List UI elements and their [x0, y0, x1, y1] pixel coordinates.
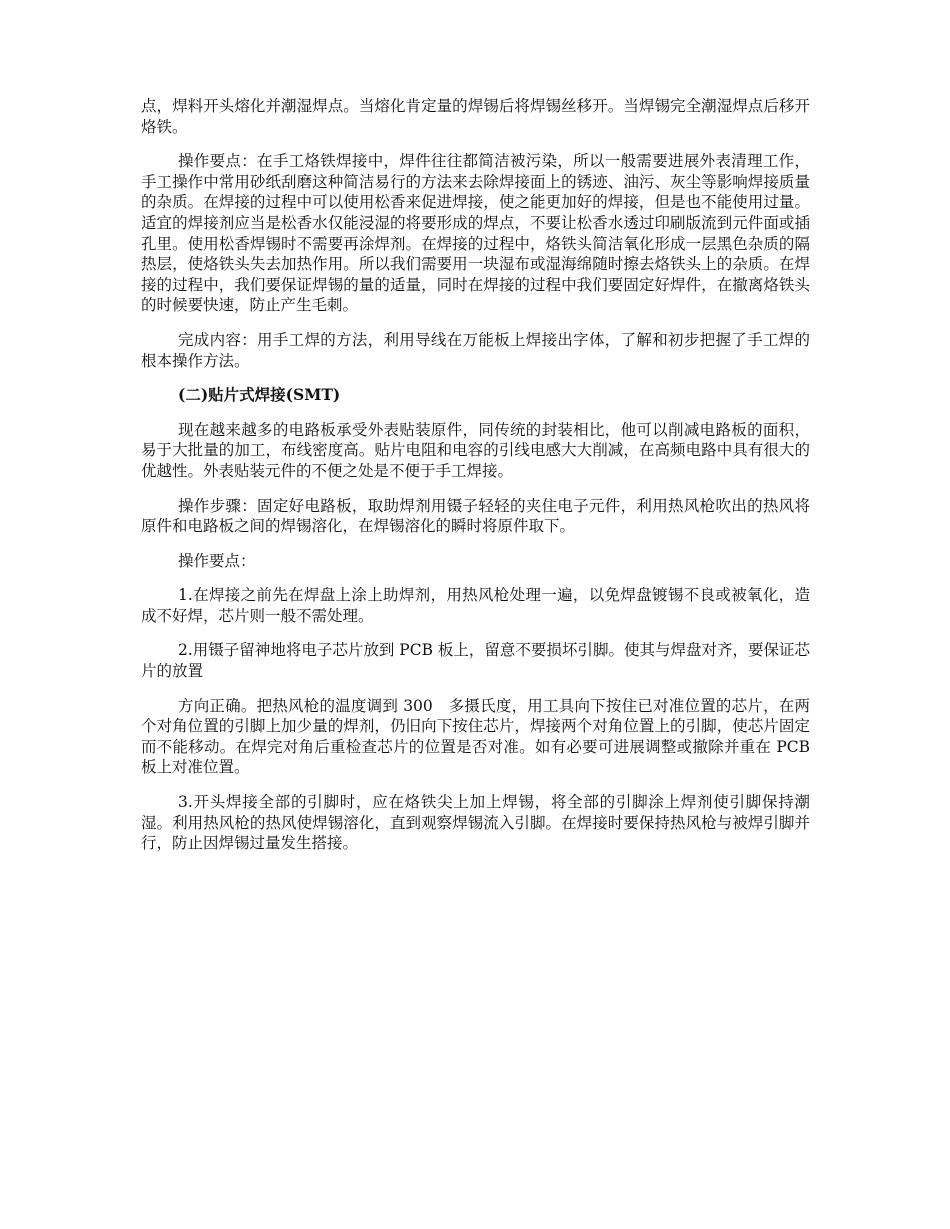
paragraph-continuation: 点，焊料开头熔化并潮湿焊点。当熔化肯定量的焊锡后将焊锡丝移开。当焊锡完全潮湿焊点后移开烙铁。: [141, 97, 810, 136]
paragraph-point-3: 3.开头焊接全部的引脚时，应在烙铁尖上加上焊锡，将全部的引脚涂上焊剂使引脚保持潮湿。利用热风枪的热风使焊锡溶化，直到观察焊锡流入引脚。在焊接时要保持热风枪与被焊引脚并行，防止因焊锡过量发生搭接。: [141, 793, 810, 853]
paragraph-smt-intro: 现在越来越多的电路板承受外表贴装原件，同传统的封装相比，他可以削减电路板的面积，易于大批量的加工，布线密度高。贴片电阻和电容的引线电感大大削减，在高频电路中具有很大的优越性。外表贴装元件的不便之处是不便于手工焊接。: [141, 420, 810, 480]
paragraph-point-1: 1.在焊接之前先在焊盘上涂上助焊剂，用热风枪处理一遍，以免焊盘镀锡不良或被氧化，造成不好焊，芯片则一般不需处理。: [141, 586, 810, 625]
paragraph-operation-points-label: 操作要点：: [178, 551, 256, 570]
paragraph-completed-content: 完成内容：用手工焊的方法，利用导线在万能板上焊接出字体，了解和初步把握了手工焊的根本操作方法。: [141, 330, 810, 370]
document-page: [141, 96, 810, 868]
paragraph-point-2: 2.用镊子留神地将电子芯片放到 PCB 板上，留意不要损坏引脚。使其与焊盘对齐，要保证芯片的放置: [141, 641, 810, 681]
paragraph-operation-steps: 操作步骤：固定好电路板，取助焊剂用镊子轻轻的夹住电子元件，利用热风枪吹出的热风将原件和电路板之间的焊锡溶化，在焊锡溶化的瞬时将原件取下。: [141, 496, 810, 536]
paragraph-operation-points-manual: 操作要点：在手工烙铁焊接中，焊件往往都简洁被污染，所以一般需要进展外表清理工作，手工操作中常用砂纸刮磨这种简洁易行的方法来去除焊接面上的锈迹、油污、灰尘等影响焊接质量的杂质。在焊接的过程中可以使用松香来促进焊接，使之能更加好的焊接，但是也不能使用过量。适宜的焊接剂应当是松香水仅能浸湿的将要形成的焊点，不要让松香水透过印刷版流到元件面或插孔里。使用松香焊锡时不需要再涂焊剂。在焊接的过程中，烙铁头简洁氧化形成一层黑色杂质的隔热层，使烙铁头失去加热作用。所以我们需要用一块湿布或湿海绵随时擦去烙铁头上的杂质。在焊接的过程中，我们要保证焊锡的量的适量，同时在焊接的过程中我们要固定好焊件，在撤离烙铁头的时候要快速，防止产生毛刺。: [141, 152, 810, 315]
section-heading-smt: (二)贴片式焊接(SMT): [178, 385, 341, 405]
paragraph-point-2-continued: 方向正确。把热风枪的温度调到 300 多摄氏度，用工具向下按住已对准位置的芯片，在两个对角位置的引脚上加少量的焊剂，仍旧向下按住芯片，焊接两个对角位置上的引脚，使芯片固定而不能移动。在焊完对角后重检查芯片的位置是否对准。如有必要可进展调整或撤除并重在 PCB 板上对准位置。: [141, 696, 810, 777]
